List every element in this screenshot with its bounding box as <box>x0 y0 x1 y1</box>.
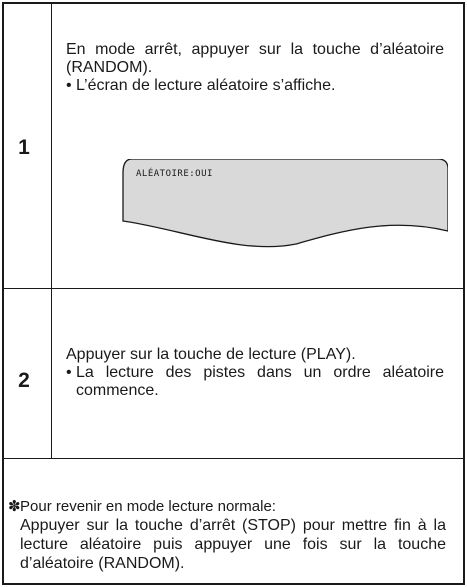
step-number: 1 <box>18 136 30 159</box>
step-text: Appuyer sur la touche de lecture (PLAY). <box>66 346 356 363</box>
bullet-text: L’écran de lecture aléatoire s’affiche. <box>76 77 336 94</box>
note-heading: Pour revenir en mode lecture normale: <box>20 498 276 515</box>
step-1-row <box>4 4 463 289</box>
step-2-row <box>4 289 463 459</box>
bullet-icon: • <box>66 77 72 94</box>
step-bullet <box>66 364 444 400</box>
step-text: En mode arrêt, appuyer sur la touche d’aléatoire (RANDOM). <box>66 41 444 76</box>
bullet-text: La lecture des pistes dans un ordre aléatoire commence. <box>76 364 444 399</box>
step-1-instructions <box>66 41 444 95</box>
step-bullet <box>66 77 444 95</box>
display-readout: ALÉATOIRE:OUI <box>136 169 213 179</box>
step-2-instructions <box>66 346 444 400</box>
step-number: 2 <box>18 369 30 392</box>
bullet-icon: • <box>66 364 72 381</box>
note-body: Appuyer sur la touche d’arrêt (STOP) pour mettre fin à la lecture aléatoire puis appuyer une fois sur la touche d’aléatoire (RANDOM). <box>20 517 446 572</box>
display-illustration <box>122 159 448 249</box>
note-section <box>4 459 463 583</box>
asterisk-icon: ✽ <box>8 498 21 515</box>
instruction-table <box>2 2 465 585</box>
